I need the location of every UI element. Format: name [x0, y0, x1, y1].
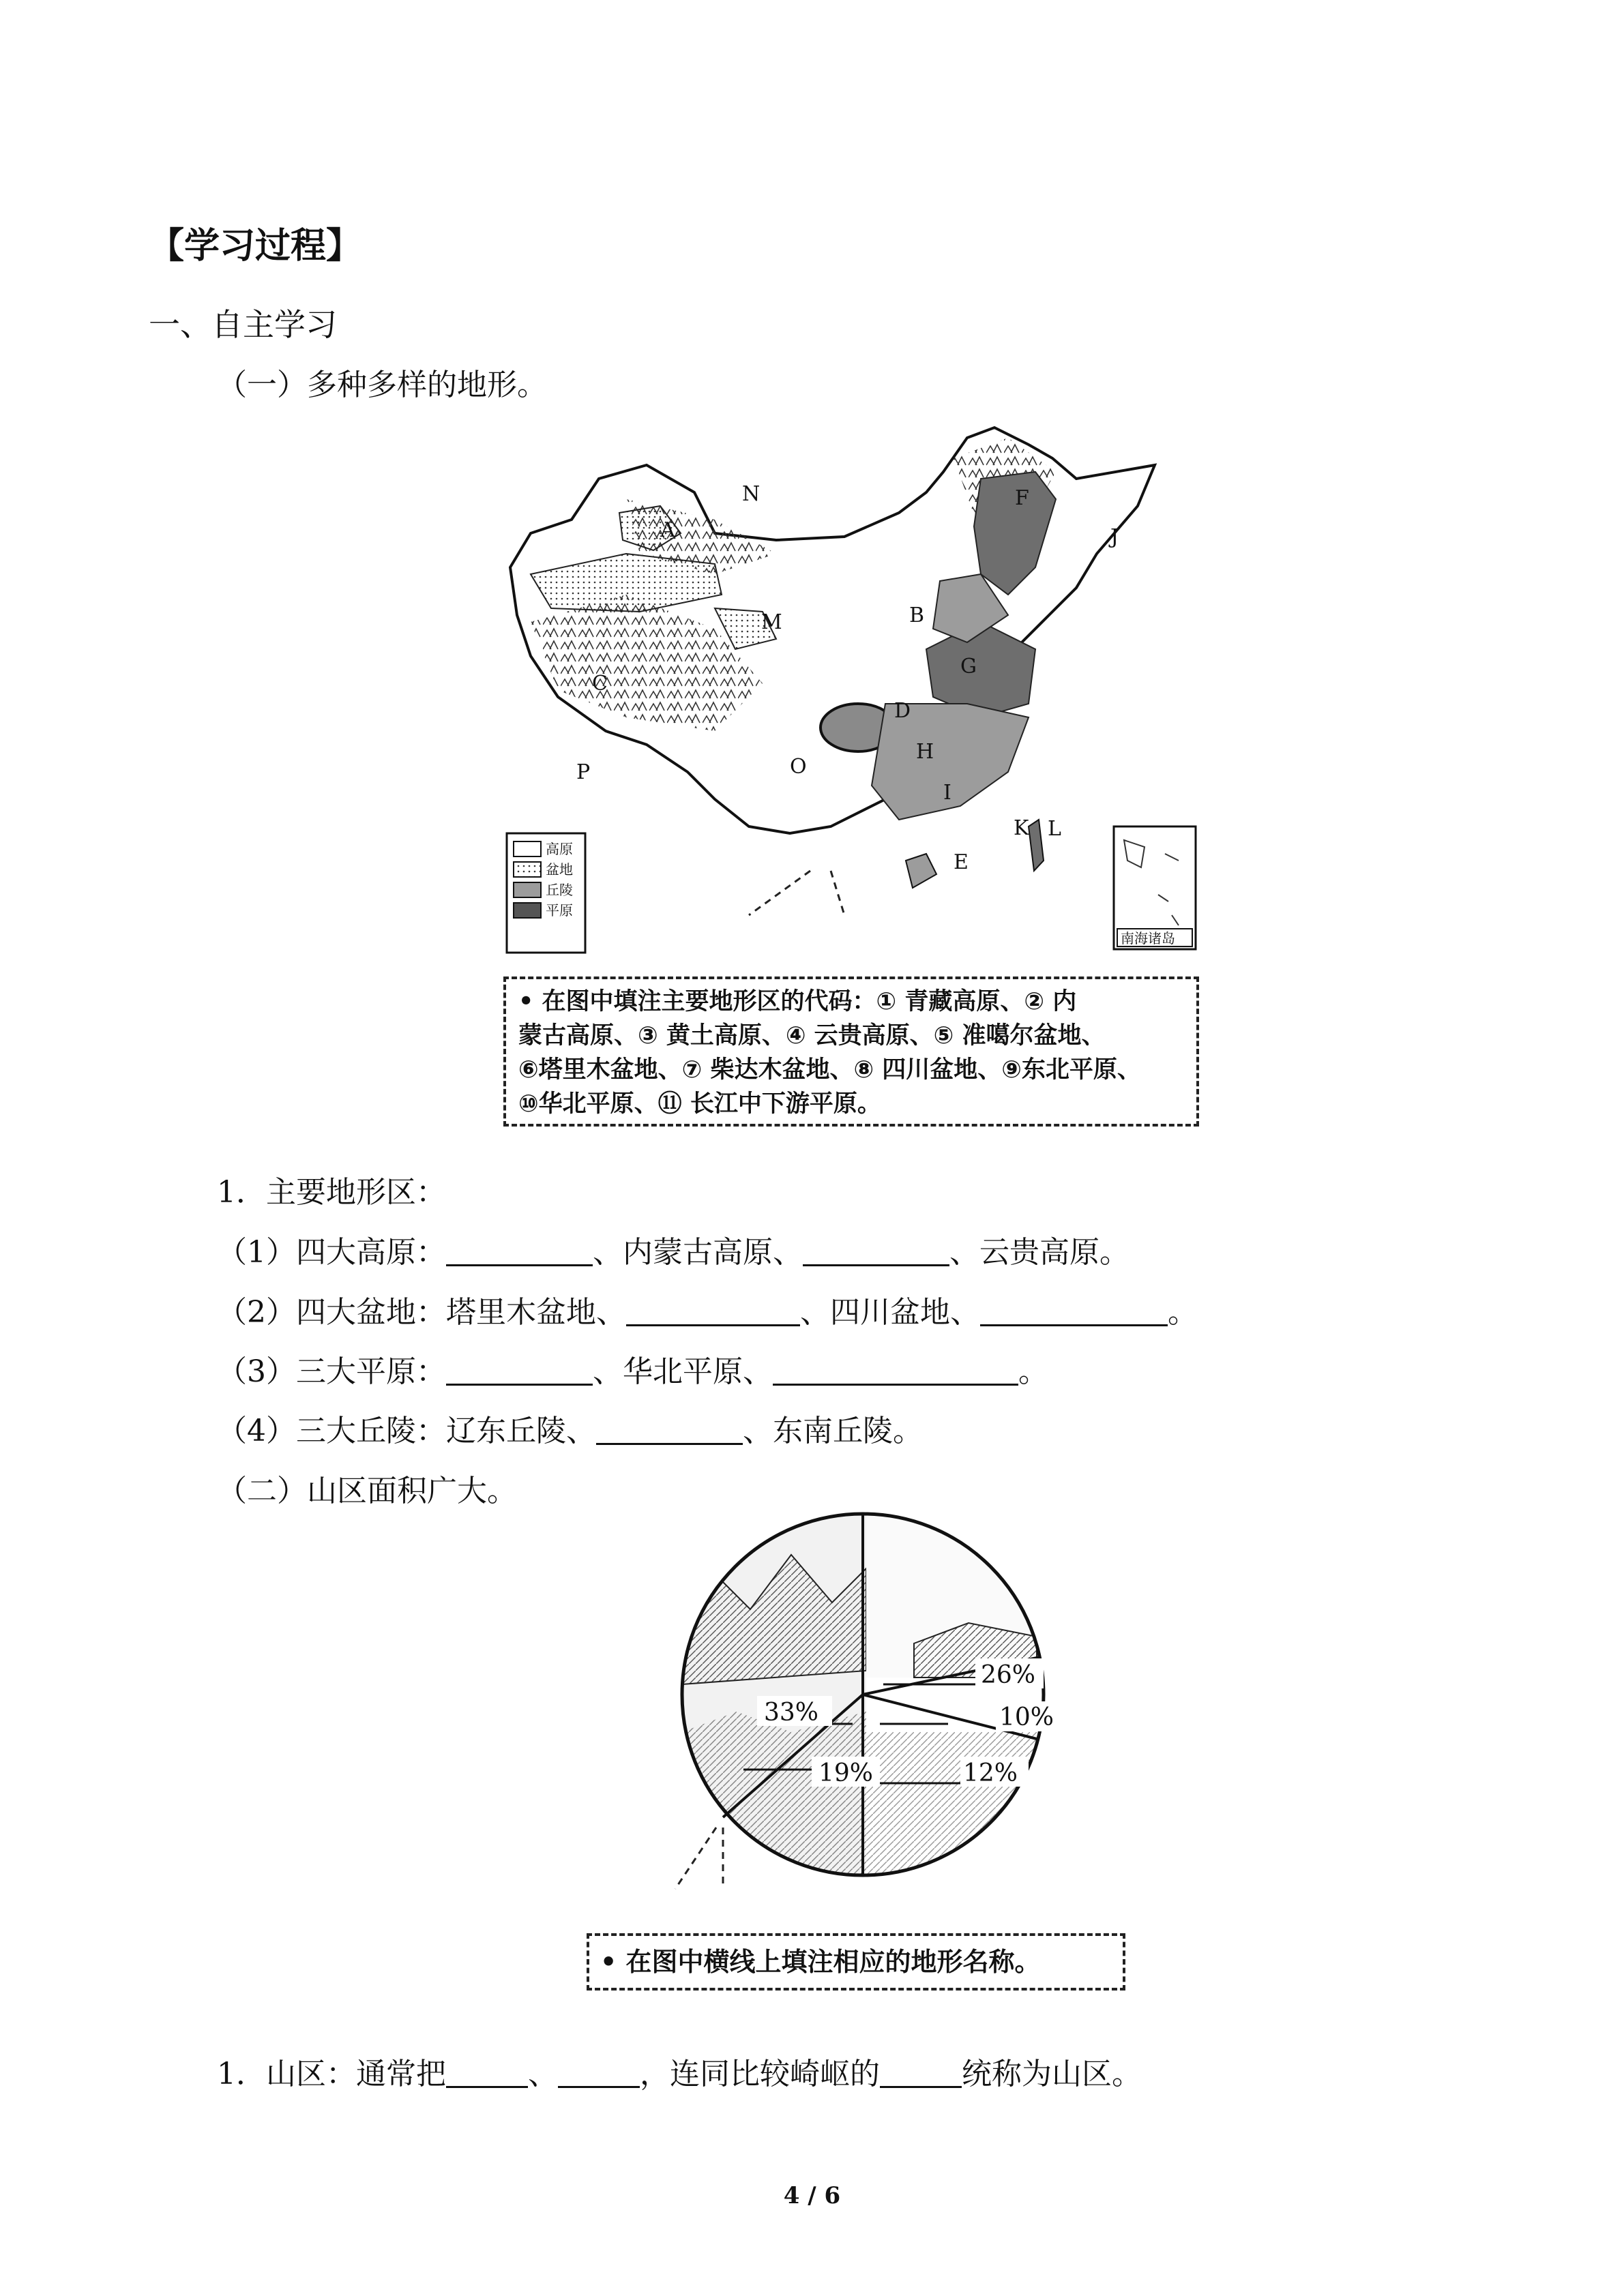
- answer-blank[interactable]: [626, 1296, 800, 1326]
- part-heading: 一、自主学习: [149, 306, 337, 343]
- answer-blank[interactable]: [880, 2057, 962, 2088]
- q1-item-2: （2）四大盆地：塔里木盆地、 、四川盆地、 。: [217, 1295, 1198, 1330]
- sub-heading-mountain: （二）山区面积广大。: [217, 1474, 517, 1508]
- section-title: 【学习过程】: [149, 226, 362, 267]
- note-line: 蒙古高原、③ 黄土高原、④ 云贵高原、⑤ 准噶尔盆地、: [518, 1022, 1106, 1049]
- map-letter: E: [954, 850, 969, 874]
- map-letter: P: [576, 760, 591, 784]
- pie-label: 19%: [818, 1759, 874, 1787]
- q1-item-4: （4）三大丘陵：辽东丘陵、 、东南丘陵。: [217, 1414, 923, 1448]
- pie-figure: [655, 1507, 1132, 1889]
- legend-label: 高原: [546, 841, 573, 857]
- answer-blank[interactable]: [446, 2057, 528, 2088]
- map-letter: D: [894, 699, 911, 723]
- answer-blank[interactable]: [558, 2057, 640, 2088]
- sub-heading-terrain: （一）多种多样的地形。: [217, 368, 547, 402]
- note-line: • 在图中填注主要地形区的代码：① 青藏高原、② 内: [518, 988, 1077, 1015]
- q1-item-3: （3）三大平原： 、华北平原、 。: [217, 1354, 1048, 1389]
- answer-blank[interactable]: [773, 1355, 1018, 1386]
- answer-blank[interactable]: [446, 1355, 593, 1386]
- legend-label: 丘陵: [546, 882, 573, 898]
- map-letter: H: [916, 740, 934, 764]
- q1-title: 1．主要地形区：: [217, 1175, 446, 1210]
- answer-blank[interactable]: [446, 1236, 593, 1266]
- pie-label: 10%: [999, 1703, 1054, 1731]
- map-letter: O: [790, 755, 807, 779]
- legend-label: 平原: [546, 902, 573, 919]
- taiwan-island: [1029, 820, 1044, 871]
- answer-blank[interactable]: [803, 1236, 949, 1266]
- map-letter: N: [742, 482, 761, 506]
- q1-item-1: （1）四大高原： 、内蒙古高原、 、云贵高原。: [217, 1235, 1130, 1270]
- map-letter: C: [592, 672, 608, 696]
- page-number: 4 / 6: [783, 2182, 841, 2209]
- inset-label: 南海诸岛: [1121, 930, 1175, 946]
- pie-instruction-box: • 在图中横线上填注相应的地形名称。: [587, 1933, 1125, 1991]
- map-letter: A: [660, 518, 675, 542]
- map-letter: G: [960, 655, 977, 679]
- answer-blank[interactable]: [596, 1414, 743, 1445]
- map-instruction-box: [503, 976, 1199, 1127]
- answer-blank[interactable]: [980, 1296, 1168, 1326]
- map-letter: K: [1014, 816, 1029, 840]
- hainan-island: [906, 854, 936, 888]
- map-figure: [490, 417, 1202, 946]
- map-letter: B: [909, 603, 925, 627]
- note-line: ⑩华北平原、⑪ 长江中下游平原。: [518, 1090, 881, 1118]
- map-letter: L: [1048, 817, 1061, 841]
- legend-label: 盆地: [546, 861, 573, 878]
- q2-line: 1．山区：通常把 、 ，连同比较崎岖的 统称为山区。: [217, 2057, 1142, 2091]
- map-letter: J: [1110, 525, 1119, 549]
- pie-label: 12%: [963, 1759, 1018, 1787]
- map-letter: I: [943, 781, 951, 805]
- pie-label: 33%: [764, 1699, 819, 1727]
- note-line: ⑥塔里木盆地、⑦ 柴达木盆地、⑧ 四川盆地、⑨东北平原、: [518, 1056, 1141, 1084]
- china-terrain-map: [490, 417, 1202, 1133]
- map-letter: F: [1015, 486, 1029, 510]
- pie-label: 26%: [981, 1661, 1036, 1689]
- map-letter: M: [761, 610, 782, 634]
